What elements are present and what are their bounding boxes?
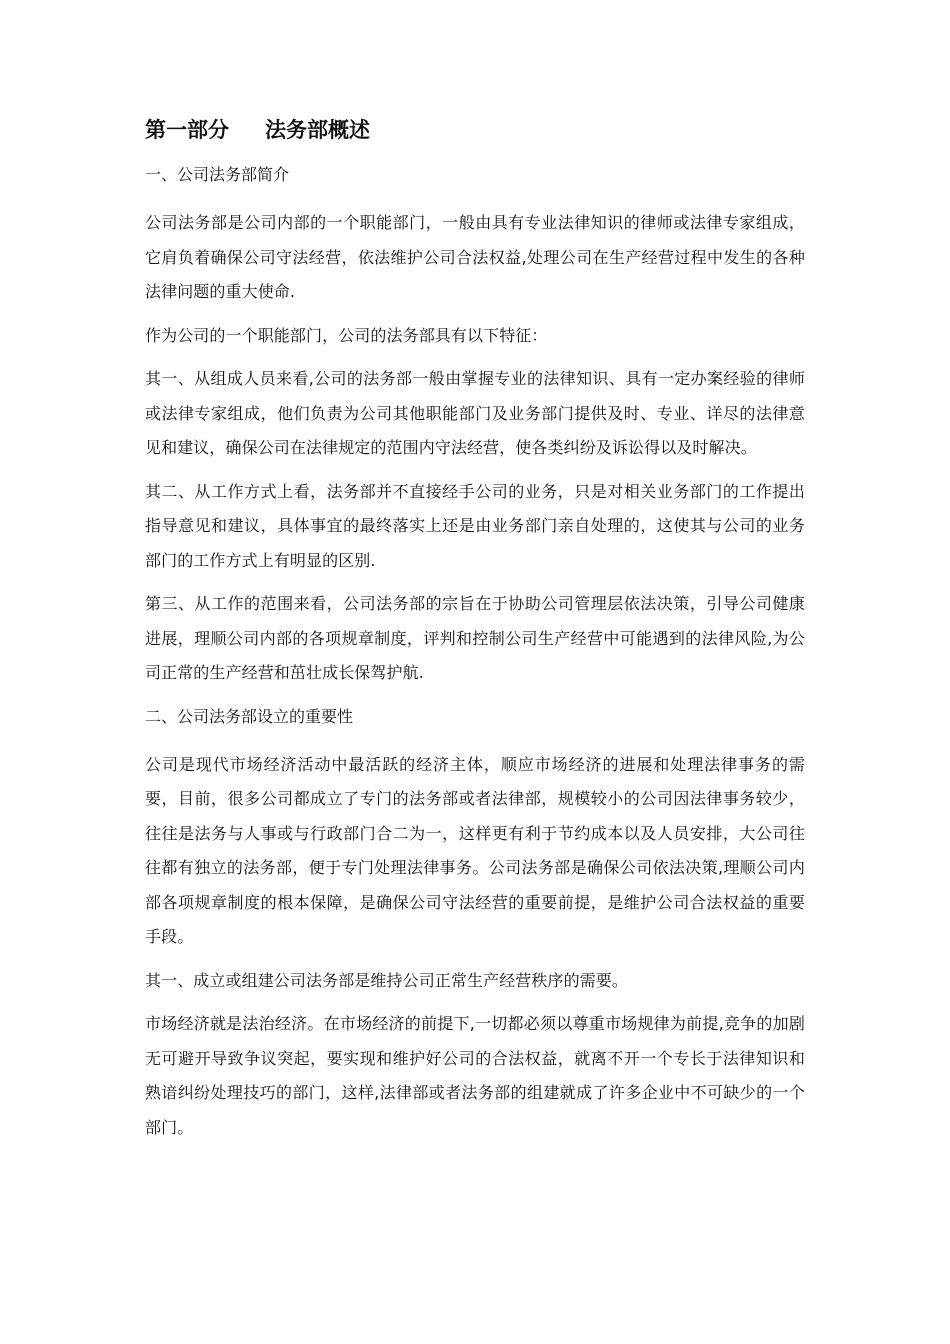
paragraph-7: 其一、成立或组建公司法务部是维持公司正常生产经营秩序的需要。 bbox=[145, 970, 629, 990]
title-name: 法务部概述 bbox=[265, 118, 370, 142]
paragraph-6: 公司是现代市场经济活动中最活跃的经济主体，顺应市场经济的进展和处理法律事务的需要，目前，很多公司都成立了专门的法务部或者法律部，规模较小的公司因法律事务较少，往往是法务与人事或与行政部门合二为一，这样更有利于节约成本以及人员安排，大公司往往都有独立的法务部，便于专门处理法律事务。公司法务部是确保公司依法决策,理顺公司内部各项规章制度的根本保障，是确保公司守法经营的重要前提，是维护公司合法权益的重要手段。 bbox=[145, 754, 805, 946]
paragraph-3: 其一、从组成人员来看,公司的法务部一般由掌握专业的法律知识、具有一定办案经验的律师或法律专家组成，他们负责为公司其他职能部门及业务部门提供及时、专业、详尽的法律意见和建议，确保公司在法律规定的范围内守法经营，使各类纠纷及诉讼得以及时解决。 bbox=[145, 369, 805, 457]
paragraph-8: 市场经济就是法治经济。在市场经济的前提下,一切都必须以尊重市场规律为前提,竞争的加剧无可避开导致争议突起，要实现和维护好公司的合法权益，就离不开一个专长于法律知识和熟谙纠纷处理技巧的部门，这样,法律部或者法务部的组建就成了许多企业中不可缺少的一个部门。 bbox=[145, 1014, 805, 1137]
paragraph-1: 公司法务部是公司内部的一个职能部门，一般由具有专业法律知识的律师或法律专家组成，它肩负着确保公司守法经营，依法维护公司合法权益,处理公司在生产经营过程中发生的各种法律问题的重大使命. bbox=[145, 213, 805, 301]
paragraph-4: 其二、从工作方式上看，法务部并不直接经手公司的业务，只是对相关业务部门的工作提出指导意见和建议，具体事宜的最终落实上还是由业务部门亲自处理的，这使其与公司的业务部门的工作方式上有明显的区别. bbox=[145, 481, 805, 570]
title-part: 第一部分 bbox=[145, 118, 229, 142]
page-title bbox=[145, 112, 805, 148]
paragraph-2: 作为公司的一个职能部门，公司的法务部具有以下特征： bbox=[145, 325, 548, 345]
section-heading-2: 二、公司法务部设立的重要性 bbox=[145, 706, 354, 726]
section-heading-1: 一、公司法务部简介 bbox=[145, 165, 290, 184]
document-page bbox=[145, 112, 805, 1154]
paragraph-5: 第三、从工作的范围来看，公司法务部的宗旨在于协助公司管理层依法决策，引导公司健康进展，理顺公司内部的各项规章制度，评判和控制公司生产经营中可能遇到的法律风险,为公司正常的生产经营和茁壮成长保驾护航. bbox=[145, 594, 805, 682]
